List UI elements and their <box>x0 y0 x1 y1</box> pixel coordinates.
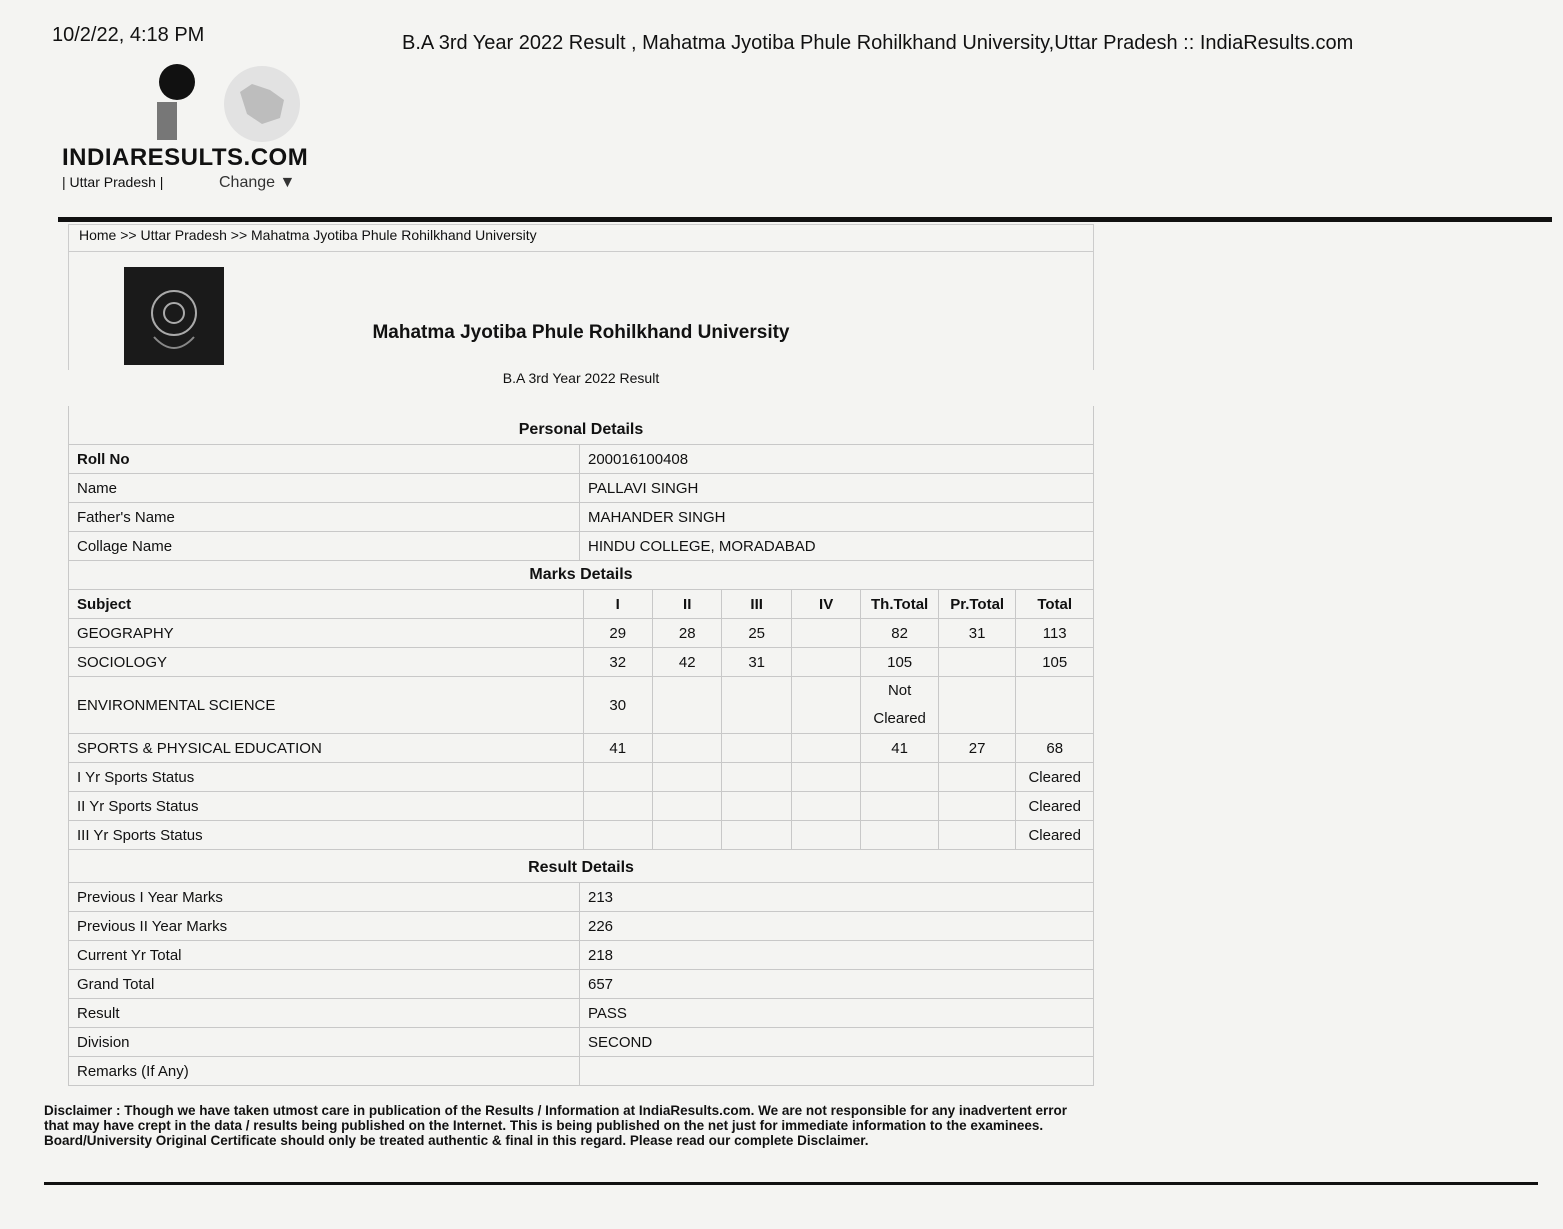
breadcrumb: Home >> Uttar Pradesh >> Mahatma Jyotiba Phule Rohilkhand University <box>68 224 1094 251</box>
current-total-value: 218 <box>580 941 1094 970</box>
table-row: Division SECOND <box>69 1028 1094 1057</box>
breadcrumb-home[interactable]: Home <box>79 227 117 243</box>
table-row: Previous II Year Marks 226 <box>69 912 1094 941</box>
university-name: Mahatma Jyotiba Phule Rohilkhand University <box>372 322 790 343</box>
change-state-link[interactable]: Change ▼ <box>219 174 296 191</box>
breadcrumb-state[interactable]: Uttar Pradesh <box>140 227 227 243</box>
name-value: PALLAVI SINGH <box>580 474 1094 503</box>
university-seal-icon <box>124 267 224 365</box>
table-row: GEOGRAPHY 29 28 25 82 31 113 <box>69 619 1094 648</box>
print-timestamp: 10/2/22, 4:18 PM <box>52 24 205 46</box>
roll-no-value: 200016100408 <box>580 445 1094 474</box>
personal-details-heading: Personal Details <box>69 406 1094 445</box>
footer-divider <box>44 1182 1538 1185</box>
disclaimer-text: Disclaimer : Though we have taken utmost care in publication of the Results / Information at IndiaResults.com. We are not responsible for any inadvertent error that may have crept in the data / results being published on the Internet. This is being published on the net just for immediate information to the examinees. Board/University Original Certificate should only be treated authentic & final in this regard. Please read our complete Disclaimer. <box>44 1103 1067 1148</box>
sports-status-1: Cleared <box>1016 763 1094 792</box>
prev-year-1-value: 213 <box>580 883 1094 912</box>
table-row: III Yr Sports Status Cleared <box>69 821 1094 850</box>
state-label: | Uttar Pradesh | <box>62 174 164 190</box>
table-row: Remarks (If Any) <box>69 1057 1094 1086</box>
table-row: II Yr Sports Status Cleared <box>69 792 1094 821</box>
table-header-row: Subject I II III IV Th.Total Pr.Total Total <box>69 590 1094 619</box>
remarks-value <box>580 1057 1094 1086</box>
division-value: SECOND <box>580 1028 1094 1057</box>
marks-details-table <box>68 561 1094 850</box>
grand-total-value: 657 <box>580 970 1094 999</box>
table-row: SPORTS & PHYSICAL EDUCATION 41 41 27 68 <box>69 734 1094 763</box>
result-document <box>68 224 1094 1086</box>
table-row: SOCIOLOGY 32 42 31 105 105 <box>69 648 1094 677</box>
result-value: PASS <box>580 999 1094 1028</box>
table-row: Name PALLAVI SINGH <box>69 474 1094 503</box>
table-row: Roll No 200016100408 <box>69 445 1094 474</box>
table-row: Result PASS <box>69 999 1094 1028</box>
result-details-heading: Result Details <box>69 850 1094 883</box>
exam-title: B.A 3rd Year 2022 Result <box>502 370 660 386</box>
result-details-table <box>68 850 1094 1086</box>
prev-year-2-value: 226 <box>580 912 1094 941</box>
personal-details-table <box>68 406 1094 561</box>
table-row: I Yr Sports Status Cleared <box>69 763 1094 792</box>
table-row: ENVIRONMENTAL SCIENCE 30 Not Cleared <box>69 677 1094 734</box>
table-row: Current Yr Total 218 <box>69 941 1094 970</box>
table-row: Collage Name HINDU COLLEGE, MORADABAD <box>69 532 1094 561</box>
logo-text: INDIARESULTS.COM <box>62 144 309 171</box>
marks-details-heading: Marks Details <box>69 561 1094 590</box>
print-page-title: B.A 3rd Year 2022 Result , Mahatma Jyotiba Phule Rohilkhand University,Uttar Pradesh :: IndiaResults.com <box>402 32 1354 54</box>
father-name-value: MAHANDER SINGH <box>580 503 1094 532</box>
header-divider <box>58 217 1552 222</box>
sports-status-3: Cleared <box>1016 821 1094 850</box>
college-name-value: HINDU COLLEGE, MORADABAD <box>580 532 1094 561</box>
sports-status-2: Cleared <box>1016 792 1094 821</box>
table-row: Grand Total 657 <box>69 970 1094 999</box>
table-row: Father's Name MAHANDER SINGH <box>69 503 1094 532</box>
university-header <box>68 251 1094 386</box>
logo-graphic-icon <box>152 62 302 142</box>
breadcrumb-university[interactable]: Mahatma Jyotiba Phule Rohilkhand University <box>251 227 537 243</box>
site-logo[interactable] <box>62 62 312 197</box>
table-row: Previous I Year Marks 213 <box>69 883 1094 912</box>
